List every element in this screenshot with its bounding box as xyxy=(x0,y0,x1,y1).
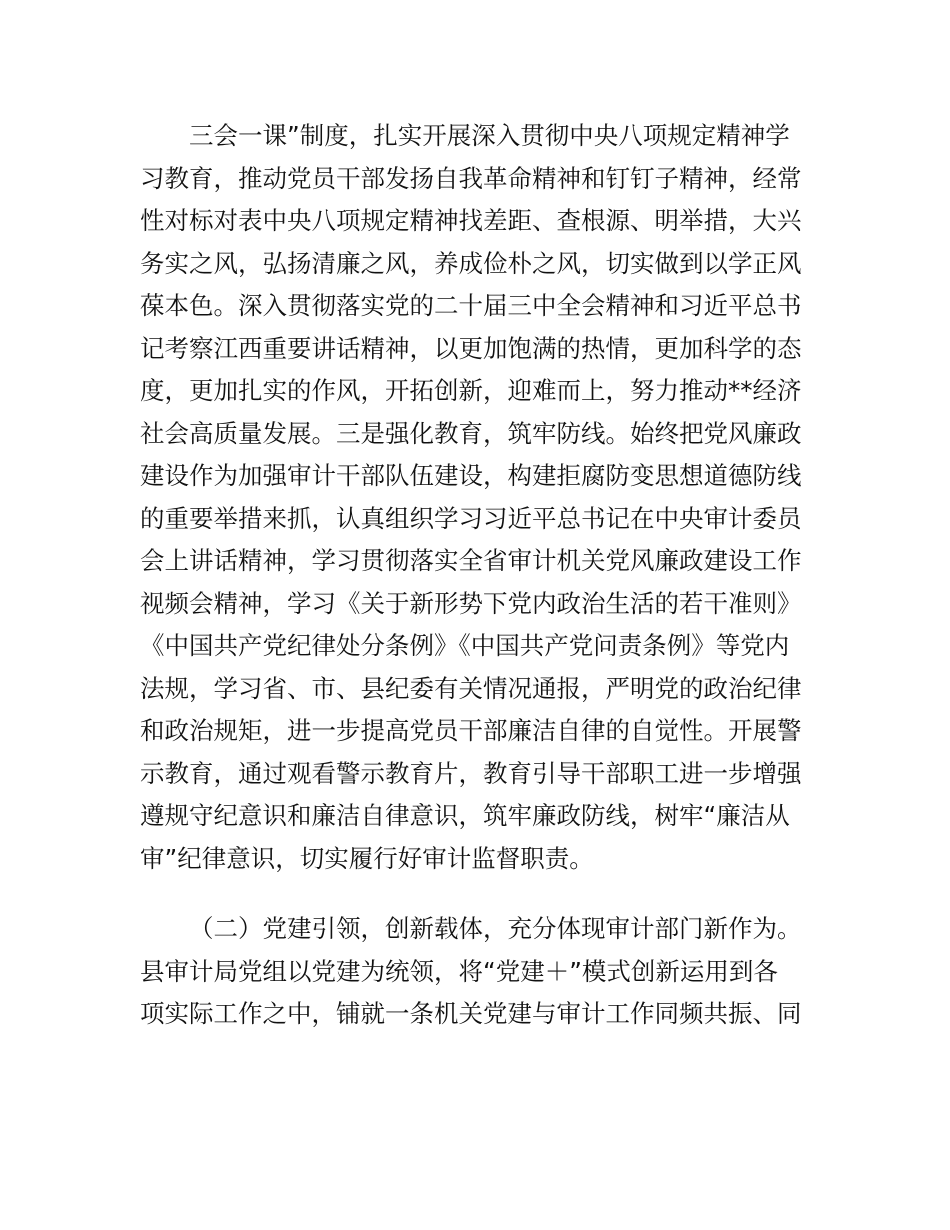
text-line: 《中国共产党纪律处分条例》《中国共产党问责条例》等党内 xyxy=(140,631,790,660)
text-line: 和政治规矩，进一步提高党员干部廉洁自律的自觉性。开展警 xyxy=(140,716,802,745)
text-line: 性对标对表中央八项规定精神找差距、查根源、明举措，大兴 xyxy=(140,206,802,235)
text-line: 县审计局党组以党建为统领，将“党建＋”模式创新运用到各 xyxy=(140,956,778,986)
text-line: 遵规守纪意识和廉洁自律意识，筑牢廉政防线，树牢“廉洁从 xyxy=(140,801,790,830)
text-line: 度，更加扎实的作风，开拓创新，迎难而上，努力推动**经济 xyxy=(140,376,802,405)
text-line: 视频会精神，学习《关于新形势下党内政治生活的若干准则》 xyxy=(140,588,802,618)
text-line: 建设作为加强审计干部队伍建设，构建拒腐防变思想道德防线 xyxy=(140,461,802,490)
text-line: 社会高质量发展。三是强化教育，筑牢防线。始终把党风廉政 xyxy=(140,418,802,448)
text-line: 的重要举措来抓，认真组织学习习近平总书记在中央审计委员 xyxy=(140,503,802,533)
text-line: 会上讲话精神，学习贯彻落实全省审计机关党风廉政建设工作 xyxy=(140,546,802,575)
text-line: 习教育，推动党员干部发扬自我革命精神和钉钉子精神，经常 xyxy=(140,163,802,193)
text-line: 务实之风，弘扬清廉之风，养成俭朴之风，切实做到以学正风 xyxy=(140,248,802,278)
paragraph-continuation xyxy=(140,115,820,880)
text-line: 三会一课”制度，扎实开展深入贯彻中央八项规定精神学 xyxy=(189,121,790,150)
section-paragraph xyxy=(140,908,820,1036)
text-line: 审”纪律意识，切实履行好审计监督职责。 xyxy=(140,843,594,873)
text-line: 记考察江西重要讲话精神，以更加饱满的热情，更加科学的态 xyxy=(140,333,802,363)
text-line: 示教育，通过观看警示教育片，教育引导干部职工进一步增强 xyxy=(140,758,802,788)
section-heading-line: （二）党建引领，创新载体，充分体现审计部门新作为。 xyxy=(189,914,802,943)
text-line: 法规，学习省、市、县纪委有关情况通报，严明党的政治纪律 xyxy=(140,673,802,703)
text-line: 葆本色。深入贯彻落实党的二十届三中全会精神和习近平总书 xyxy=(140,291,802,320)
text-line: 项实际工作之中，铺就一条机关党建与审计工作同频共振、同 xyxy=(140,999,802,1028)
